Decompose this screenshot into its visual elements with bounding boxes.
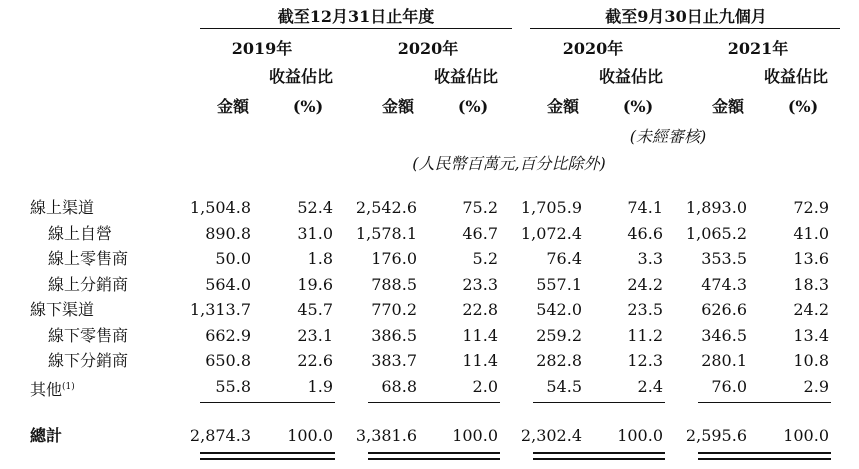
period-underline [530,28,840,29]
pct-cell: 75.2 [462,198,498,217]
pct-cell: 74.1 [627,198,663,217]
pct-header: 收益佔比 [268,67,334,86]
amount-cell: 386.5 [371,325,417,345]
total-amount-cell: 2,595.6 [685,426,747,445]
year-header: 2020年 [397,39,459,58]
period-header-year-ended: 截至12月31日止年度 [277,7,435,26]
pct-header: 收益佔比 [763,67,829,86]
total-double-rule [200,452,335,454]
amount-cell: 2,542.6 [355,198,417,217]
amount-cell: 1,072.4 [520,223,582,243]
amount-cell: 383.7 [371,351,417,370]
row-label: 線下分銷商 [48,351,129,370]
amount-cell: 626.6 [701,300,747,319]
pct-unit-header: (%) [787,97,819,116]
amount-cell: 346.5 [701,325,747,345]
pct-cell: 13.4 [793,325,829,345]
pct-cell: 19.6 [297,274,333,294]
pct-cell: 11.4 [462,325,498,345]
amount-cell: 280.1 [701,351,747,370]
pct-cell: 3.3 [637,249,663,268]
pct-cell: 52.4 [297,198,333,217]
amount-header: 金額 [546,97,580,116]
amount-cell: 564.0 [205,274,251,294]
row-label: 線上渠道 [30,198,95,217]
amount-cell: 788.5 [371,274,417,294]
row-label: 線下零售商 [48,325,129,345]
amount-cell: 54.5 [546,376,582,396]
amount-cell: 542.0 [536,300,582,319]
total-double-rule [533,452,665,454]
pct-cell: 24.2 [793,300,829,319]
amount-cell: 55.8 [215,376,251,396]
pct-cell: 2.4 [637,376,663,396]
pct-cell: 11.4 [462,351,498,370]
subtotal-rule [368,402,500,403]
amount-header: 金額 [216,97,250,116]
pct-cell: 24.2 [627,274,663,294]
total-pct-cell: 100.0 [617,426,663,445]
pct-cell: 12.3 [627,351,663,370]
total-amount-cell: 2,874.3 [189,426,251,445]
pct-cell: 45.7 [297,300,333,319]
pct-cell: 22.8 [462,300,498,319]
amount-cell: 1,504.8 [189,198,251,217]
unit-note: (人民幣百萬元,百分比除外) [412,154,606,173]
amount-cell: 282.8 [536,351,582,370]
subtotal-rule [533,402,665,403]
pct-header: 收益佔比 [433,67,499,86]
total-pct-cell: 100.0 [783,426,829,445]
total-amount-cell: 3,381.6 [355,426,417,445]
row-label: 線下渠道 [30,300,95,319]
footnote-marker: (1) [62,381,75,392]
subtotal-rule [698,402,831,403]
total-amount-cell: 2,302.4 [520,426,582,445]
amount-cell: 650.8 [205,351,251,370]
amount-cell: 176.0 [371,249,417,268]
pct-cell: 72.9 [793,198,829,217]
amount-cell: 662.9 [205,325,251,345]
year-header: 2019年 [231,39,293,58]
row-label: 線上分銷商 [48,274,129,294]
pct-cell: 5.2 [472,249,498,268]
amount-header: 金額 [711,97,745,116]
amount-cell: 1,578.1 [355,223,417,243]
pct-cell: 23.3 [462,274,498,294]
total-double-rule [698,452,831,454]
row-label: 線上自營 [48,223,113,243]
pct-unit-header: (%) [622,97,654,116]
row-label: 線上零售商 [48,249,129,268]
pct-unit-header: (%) [457,97,489,116]
amount-cell: 76.0 [711,376,747,396]
amount-cell: 50.0 [215,249,251,268]
amount-cell: 770.2 [371,300,417,319]
amount-cell: 474.3 [701,274,747,294]
pct-cell: 46.7 [462,223,498,243]
amount-cell: 1,313.7 [189,300,251,319]
total-pct-cell: 100.0 [287,426,333,445]
total-double-rule [368,458,500,460]
pct-header: 收益佔比 [598,67,664,86]
period-underline [200,28,512,29]
total-double-rule [698,458,831,460]
amount-cell: 557.1 [536,274,582,294]
year-header: 2021年 [727,39,789,58]
period-header-nine-months: 截至9月30日止九個月 [605,7,767,26]
amount-cell: 1,065.2 [685,223,747,243]
row-label: 其他$^{(1)}$ [30,379,75,399]
total-double-rule [200,458,335,460]
amount-cell: 353.5 [701,249,747,268]
pct-cell: 23.1 [297,325,333,345]
amount-cell: 76.4 [546,249,582,268]
total-pct-cell: 100.0 [452,426,498,445]
pct-cell: 1.9 [307,376,333,396]
amount-header: 金額 [381,97,415,116]
total-double-rule [368,452,500,454]
pct-cell: 13.6 [793,249,829,268]
year-header: 2020年 [562,39,624,58]
pct-cell: 2.0 [472,376,498,396]
pct-cell: 18.3 [793,274,829,294]
pct-cell: 11.2 [627,325,663,345]
subtotal-rule [200,402,335,403]
amount-cell: 259.2 [536,325,582,345]
pct-cell: 22.6 [297,351,333,370]
pct-unit-header: (%) [292,97,324,116]
pct-cell: 46.6 [627,223,663,243]
pct-cell: 10.8 [793,351,829,370]
total-double-rule [533,458,665,460]
amount-cell: 1,893.0 [685,198,747,217]
amount-cell: 890.8 [205,223,251,243]
amount-cell: 1,705.9 [520,198,582,217]
pct-cell: 2.9 [803,376,829,396]
pct-cell: 31.0 [297,223,333,243]
total-label: 總計 [30,426,63,445]
pct-cell: 41.0 [793,223,829,243]
unaudited-note: (未經審核) [629,127,707,146]
amount-cell: 68.8 [381,376,417,396]
pct-cell: 23.5 [627,300,663,319]
pct-cell: 1.8 [307,249,333,268]
